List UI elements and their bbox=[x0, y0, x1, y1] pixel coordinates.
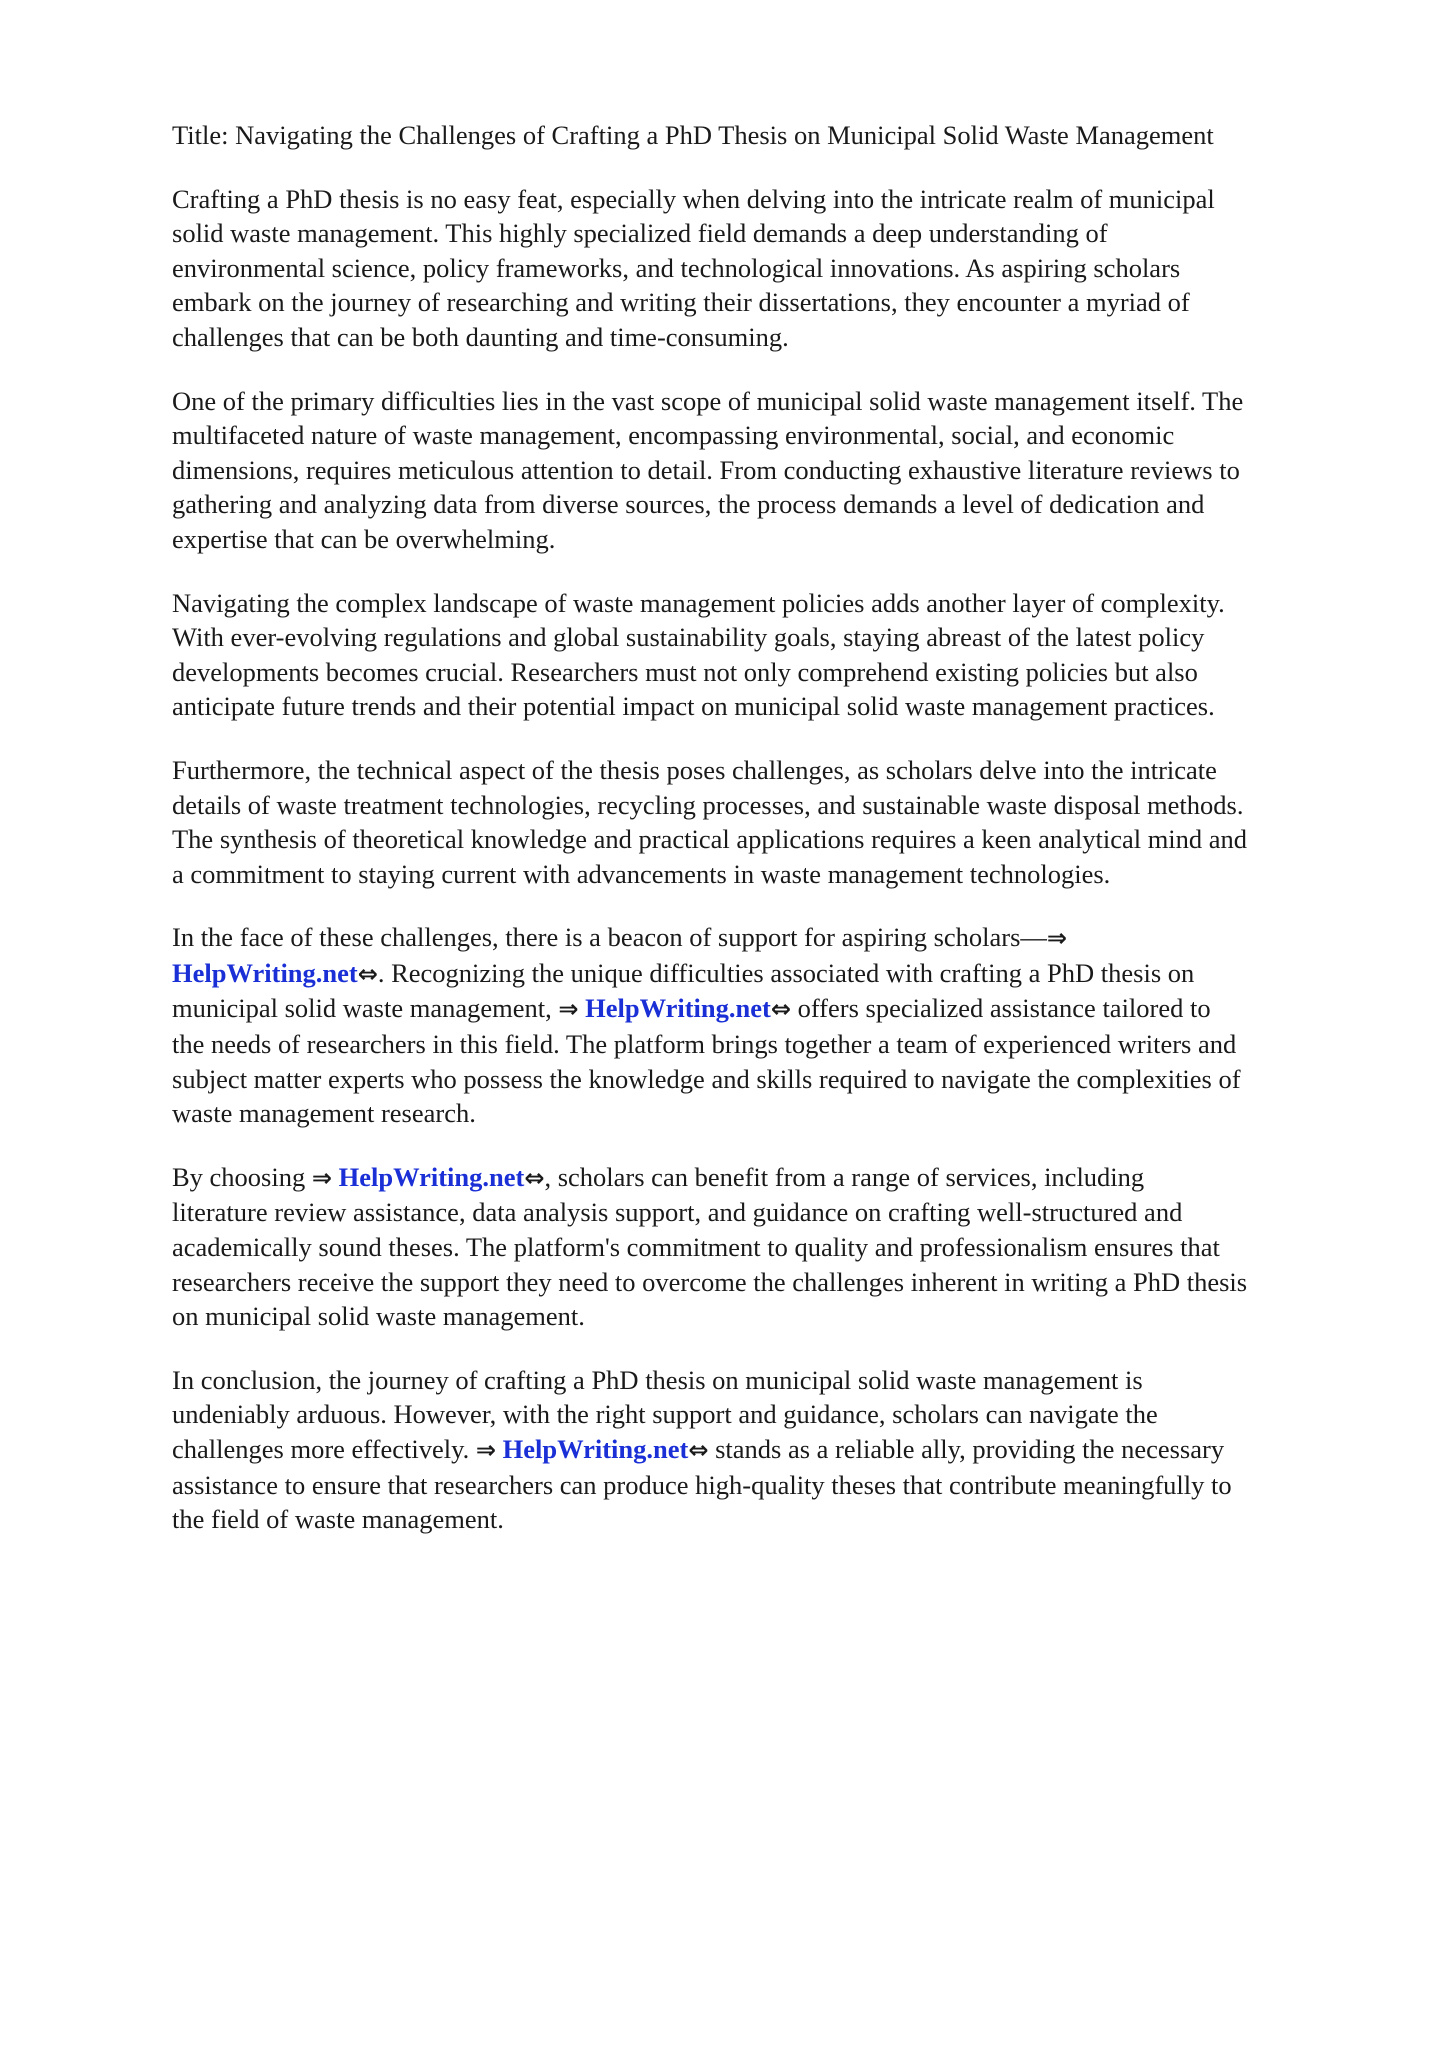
helpwriting-link[interactable]: HelpWriting.net bbox=[502, 1434, 689, 1464]
arrow-both-icon: ⇔ bbox=[770, 995, 791, 1024]
text-line: a commitment to staying current with advancements in waste management technologies. bbox=[172, 858, 1111, 889]
text-line: multifaceted nature of waste management, encompassing environmental, social, and economic bbox=[172, 420, 1175, 451]
text-line: researchers receive the support they need to overcome the challenges inherent in writing a PhD thesis bbox=[172, 1266, 1248, 1297]
text-segment: By choosing bbox=[172, 1161, 312, 1192]
helpwriting-link[interactable]: HelpWriting.net bbox=[172, 957, 358, 988]
paragraph-6 bbox=[172, 1160, 1372, 1334]
arrow-both-icon: ⇔ bbox=[688, 1436, 709, 1464]
text-line: With ever-evolving regulations and global sustainability goals, staying abreast of the latest policy bbox=[172, 622, 1205, 653]
text-line: gathering and analyzing data from diverse sources, the process demands a level of dedication and bbox=[172, 489, 1205, 520]
text-line: undeniably arduous. However, with the right support and guidance, scholars can navigate the bbox=[172, 1399, 1158, 1430]
text-segment: . Recognizing the unique difficulties associated with crafting a PhD thesis on bbox=[377, 957, 1195, 988]
text-line bbox=[172, 1160, 1372, 1196]
text-line bbox=[172, 991, 1372, 1027]
helpwriting-link[interactable]: HelpWriting.net bbox=[585, 993, 771, 1024]
text-line bbox=[172, 956, 1372, 992]
paragraph-7 bbox=[172, 1363, 1372, 1537]
paragraph-4 bbox=[172, 753, 1372, 891]
text-line: environmental science, policy frameworks, and technological innovations. As aspiring scholars bbox=[172, 252, 1181, 283]
document-title: Title: Navigating the Challenges of Crafting a PhD Thesis on Municipal Solid Waste Management bbox=[172, 120, 1214, 150]
text-line bbox=[172, 1432, 1372, 1468]
text-segment: municipal solid waste management, bbox=[172, 993, 559, 1024]
arrow-right-icon: ⇒ bbox=[475, 1436, 496, 1464]
text-line: expertise that can be overwhelming. bbox=[172, 523, 556, 554]
text-segment: offers specialized assistance tailored to bbox=[790, 993, 1211, 1024]
text-line: One of the primary difficulties lies in the vast scope of municipal solid waste management itself. The bbox=[172, 385, 1244, 416]
paragraph-2 bbox=[172, 384, 1372, 557]
text-line: subject matter experts who possess the knowledge and skills required to navigate the complexities of bbox=[172, 1063, 1241, 1094]
arrow-both-icon: ⇔ bbox=[524, 1163, 545, 1192]
text-line: solid waste management. This highly specialized field demands a deep understanding of bbox=[172, 218, 1108, 249]
helpwriting-link[interactable]: HelpWriting.net bbox=[338, 1161, 525, 1192]
text-line: the needs of researchers in this field. The platform brings together a team of experienced writers and bbox=[172, 1029, 1237, 1060]
document-page bbox=[172, 118, 1372, 1566]
text-line: developments becomes crucial. Researchers must not only comprehend existing policies but also bbox=[172, 656, 1198, 687]
paragraph-5 bbox=[172, 920, 1372, 1131]
text-segment: stands as a reliable ally, providing the necessary bbox=[708, 1434, 1225, 1464]
arrow-right-icon: ⇒ bbox=[311, 1163, 332, 1192]
text-line bbox=[172, 920, 1372, 956]
text-line: Navigating the complex landscape of waste management policies adds another layer of complexity. bbox=[172, 587, 1225, 618]
text-line: literature review assistance, data analysis support, and guidance on crafting well-structured and bbox=[172, 1197, 1183, 1228]
text-line: academically sound theses. The platform's commitment to quality and professionalism ensures that bbox=[172, 1232, 1220, 1263]
text-line: dimensions, requires meticulous attention to detail. From conducting exhaustive literature reviews to bbox=[172, 454, 1240, 485]
arrow-both-icon: ⇔ bbox=[357, 959, 378, 988]
text-line: anticipate future trends and their potential impact on municipal solid waste management practices. bbox=[172, 691, 1215, 722]
text-segment: , scholars can benefit from a range of services, including bbox=[544, 1161, 1145, 1192]
text-line: Crafting a PhD thesis is no easy feat, especially when delving into the intricate realm of municipal bbox=[172, 183, 1215, 214]
arrow-right-icon: ⇒ bbox=[1046, 924, 1068, 953]
text-line: In conclusion, the journey of crafting a PhD thesis on municipal solid waste management is bbox=[172, 1364, 1143, 1395]
paragraph-3 bbox=[172, 586, 1372, 724]
arrow-right-icon: ⇒ bbox=[558, 995, 579, 1024]
text-line: challenges that can be both daunting and time-consuming. bbox=[172, 321, 789, 352]
text-line: the field of waste management. bbox=[172, 1504, 504, 1535]
text-line: embark on the journey of researching and writing their dissertations, they encounter a myriad of bbox=[172, 287, 1190, 318]
text-line: waste management research. bbox=[172, 1098, 476, 1129]
text-line: details of waste treatment technologies, recycling processes, and sustainable waste disposal methods. bbox=[172, 789, 1244, 820]
text-line: Furthermore, the technical aspect of the thesis poses challenges, as scholars delve into the intricate bbox=[172, 754, 1217, 785]
text-line: assistance to ensure that researchers can produce high-quality theses that contribute meaningfully to bbox=[172, 1469, 1232, 1500]
text-segment: In the face of these challenges, there is a beacon of support for aspiring scholars— bbox=[172, 922, 1047, 953]
text-line: on municipal solid waste management. bbox=[172, 1301, 585, 1332]
text-line: The synthesis of theoretical knowledge and practical applications requires a keen analytical mind and bbox=[172, 824, 1248, 855]
text-segment: challenges more effectively. bbox=[172, 1434, 476, 1464]
paragraph-1 bbox=[172, 182, 1372, 355]
